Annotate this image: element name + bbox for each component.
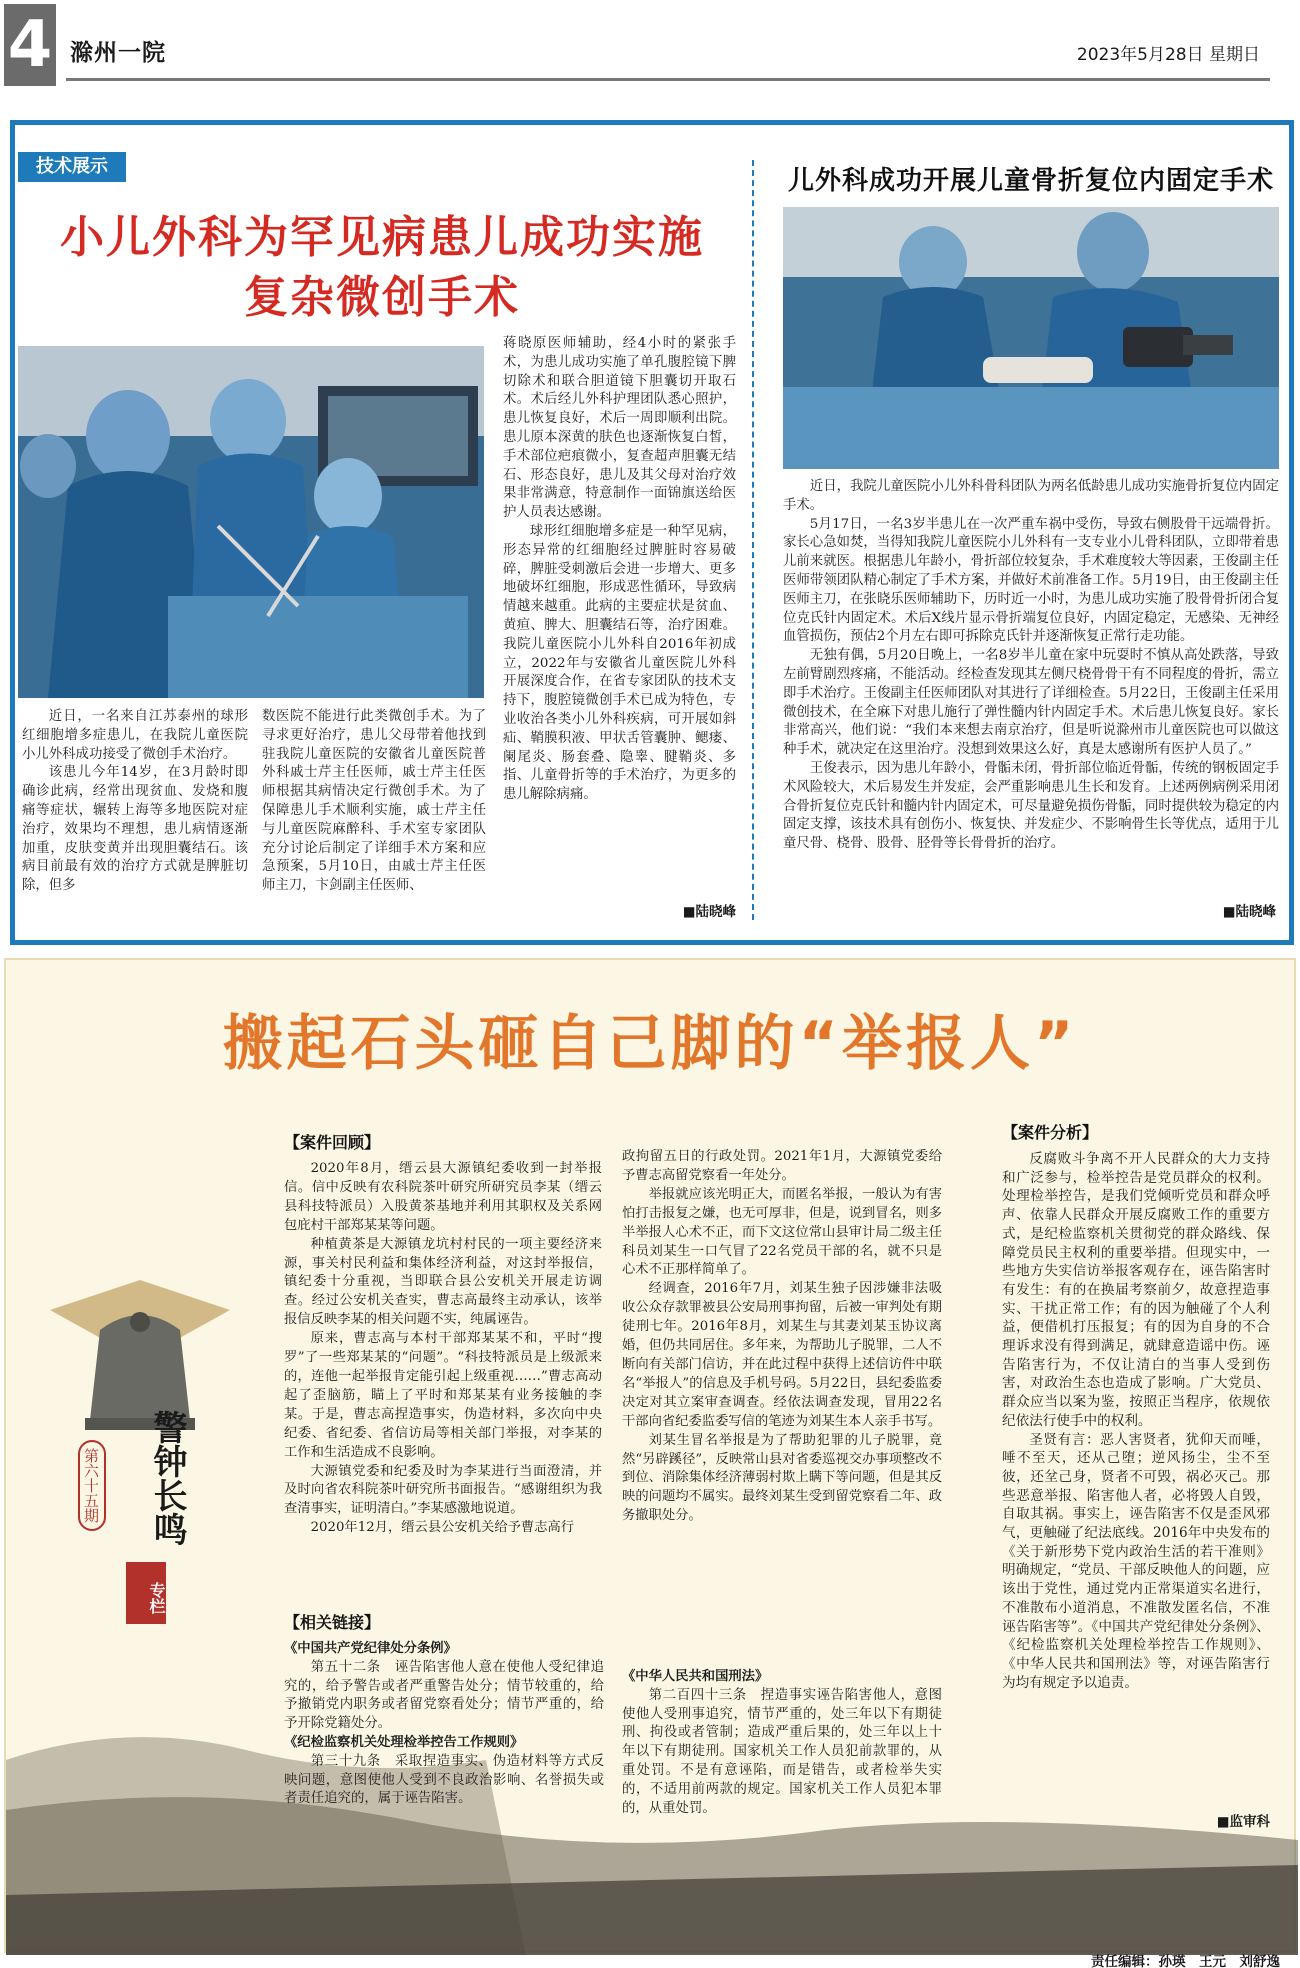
paragraph: 该患儿今年14岁，在3月龄时即确诊此病，经常出现贫血、发烧和腹痛等症状，辗转上海等多地医院对症治疗，效果均不理想，患儿病情逐渐加重，皮肤变黄并出现胆囊结石。该病目前最有效的治疗方式就是脾脏切除，但多 xyxy=(22,765,248,894)
related-links-column-1 xyxy=(284,1640,604,1809)
case-review-column-2 xyxy=(622,1148,942,1526)
case-analysis-heading: 【案件分析】 xyxy=(1002,1123,1099,1142)
left-article-column-1 xyxy=(22,708,248,896)
case-analysis-byline: ■监审科 xyxy=(1216,1814,1270,1830)
case-review-column-1 xyxy=(284,1160,602,1538)
paragraph: 5月17日，一名3岁半患儿在一次严重车祸中受伤，导致右侧股骨干远端骨折。家长心急如焚，当得知我院儿童医院小儿外科有一支专业小儿骨科团队，立即带着患儿前来就医。根据患儿年龄小，骨折部位较复杂，手术难度较大等因素，王俊副主任医师带领团队精心制定了手术方案，并做好术前准备工作。5月19日，由王俊副主任医师主刀，在张晓乐医师辅助下，历时近一小时，为患儿成功实施了股骨骨折闭合复位克氏针内固定术。术后X线片显示骨折端复位良好，内固定稳定，无感染、无神经血管损伤，预估2个月左右即可拆除克氏针并逐渐恢复正常行走功能。 xyxy=(783,516,1279,645)
paragraph: 2020年8月，缙云县大源镇纪委收到一封举报信。信中反映有农科院茶叶研究所研究员李某（缙云县科技特派员）入股黄茶基地并利用其职权及关系网包庇村干部郑某某等问题。 xyxy=(284,1161,602,1233)
law-title: 《中国共产党纪律处分条例》 xyxy=(284,1641,457,1656)
column-tag: 专栏 xyxy=(126,1562,166,1624)
issue-date: 2023年5月28日 星期日 xyxy=(1076,45,1260,65)
left-article-byline: ■陆晓峰 xyxy=(682,904,736,920)
header-rule xyxy=(66,78,1270,81)
paragraph: 数医院不能进行此类微创手术。为了寻求更好治疗，患儿父母带着他找到驻我院儿童医院的安徽省儿童医院普外科戚士芹主任医师，戚士芹主任医师根据其病情决定行微创手术。为了保障患儿手术顺利实施，戚士芹主任与儿童医院麻醉科、手术室专家团队充分讨论后制定了详细手术方案和应急预案，5月10日，由戚士芹主任医师主刀，卞剑副主任医师、 xyxy=(262,709,486,894)
surgery-photo xyxy=(18,346,484,698)
paragraph: 政拘留五日的行政处罚。2021年1月，大源镇党委给予曹志高留党察看一年处分。 xyxy=(622,1149,942,1183)
left-article-title xyxy=(22,208,742,328)
bottom-article-title: 搬起石头砸自己脚的“举报人” xyxy=(222,1009,1078,1079)
paragraph: 圣贤有言：恶人害贤者，犹仰天而唾，唾不至天，还从己堕；逆风扬尘，尘不至彼，还坌己身，贤者不可毁，祸必灭己。那些恶意举报、陷害他人者，必将毁人自毁，自取其祸。事实上，诬告陷害不仅是歪风邪气，更触碰了纪法底线。2016年中央发布的《关于新形势下党内政治生活的若干准则》明确规定，“党员、干部反映他人的问题，应该出于党性，通过党内正常渠道实名进行，不准散布小道消息，不准散发匿名信，不准诬告陷害等”。《中国共产党纪律处分条例》、《纪检监察机关处理检举控告工作规则》、《中华人民共和国刑法》等，对诬告陷害行为均有规定予以追责。 xyxy=(1002,1431,1270,1691)
left-title-line-1: 小儿外科为罕见病患儿成功实施 xyxy=(60,212,704,263)
page-number: 4 xyxy=(4,4,56,86)
paragraph: 反腐败斗争离不开人民群众的大力支持和广泛参与，检举控告是党员群众的权利。处理检举控告，是我们党倾听党员和群众呼声、依靠人民群众开展反腐败工作的重要方式，是纪检监察机关贯彻党的群众路线、保障党员民主权利的重要举措。但现实中，一些地方失实信访举报客观存在，诬告陷害时有发生：有的在换届考察前夕，故意捏造事实、干扰正常工作；有的因为触碰了个人利益，便借机打压报复；有的因为自身的不合理诉求没有得到满足，就肆意造谣中伤。诬告陷害行为，不仅让清白的当事人受到伤害，对政治生态也造成了影响。广大党员、群众应当以案为鉴，按照正当程序，依规依纪依法行使手中的权利。 xyxy=(1002,1151,1270,1429)
law-title: 《纪检监察机关处理检举控告工作规则》 xyxy=(284,1734,524,1750)
paragraph: 球形红细胞增多症是一种罕见病，形态异常的红细胞经过脾脏时容易破碎，脾脏受刺激后会进一步增大、更多地破坏红细胞，形成恶性循环，导致病情越来越重。此病的主要症状是贫血、黄疸、脾大、胆囊结石等，治疗困难。我院儿童医院小儿外科自2016年初成立，2022年与安徽省儿童医院儿外科开展深度合作，在省专家团队的技术支持下，腹腔镜微创手术已成为特色，专业收治各类小儿外科疾病，可开展如斜疝、鞘膜积液、甲状舌管囊肿、鳃瘘、阑尾炎、肠套叠、隐睾、腱鞘炎、多指、儿童骨折等的手术治疗，为更多的患儿解除病痛。 xyxy=(503,523,736,803)
right-article-byline: ■陆晓峰 xyxy=(1222,904,1276,920)
paragraph: 近日，一名来自江苏泰州的球形红细胞增多症患儿，在我院儿童医院小儿外科成功接受了微创手术治疗。 xyxy=(22,709,248,762)
left-title-line-2: 复杂微创手术 xyxy=(244,272,520,323)
fracture-surgery-photo xyxy=(783,207,1279,469)
column-divider xyxy=(752,160,754,920)
law-article: 第三十九条 采取捏造事实、伪造材料等方式反映问题，意图使他人受到不良政治影响、名誉损失或者责任追究的，属于诬告陷害。 xyxy=(284,1753,604,1807)
case-review-heading: 【案件回顾】 xyxy=(284,1133,381,1152)
law-article: 第二百四十三条 捏造事实诬告陷害他人，意图使他人受刑事追究，情节严重的，处三年以下有期徒刑、拘役或者管制；造成严重后果的，处三年以上十年以下有期徒刑。国家机关工作人员犯前款罪的，从重处罚。不是有意诬陷，而是错告，或者检举失实的，不适用前两款的规定。国家机关工作人员犯本罪的，从重处罚。 xyxy=(622,1687,942,1816)
paragraph: 种植黄茶是大源镇龙坑村村民的一项主要经济来源，事关村民利益和集体经济利益，对这封举报信，镇纪委十分重视，当即联合县公安机关开展走访调查。经过公安机关查实，曹志高最终主动承认，该举报信反映李某的相关问题不实，纯属诬告。 xyxy=(284,1236,602,1328)
editors-credit: 责任编辑：孙瑛 王元 刘舒逸 xyxy=(1091,1954,1280,1968)
case-analysis-body xyxy=(1002,1150,1270,1692)
paragraph: 原来，曹志高与本村干部郑某某不和，平时“搜罗”了一些郑某某的“问题”。“科技特派员是上级派来的，连他一起举报肯定能引起上级重视……”曹志高动起了歪脑筋，瞄上了平时和郑某某有业务接触的李某。于是，曹志高捏造事实，伪造材料，多次向中央纪委、省纪委、省信访局等相关部门举报，对李某的工作和生活造成不良影响。 xyxy=(284,1331,602,1460)
law-title: 《中华人民共和国刑法》 xyxy=(622,1669,769,1684)
paragraph: 2020年12月，缙云县公安机关给予曹志高行 xyxy=(310,1520,575,1536)
left-article-column-2 xyxy=(262,708,486,896)
paragraph: 无独有偶，5月20日晚上，一名8岁半儿童在家中玩耍时不慎从高处跌落，导致左前臂剧烈疼痛，不能活动。经检查发现其左侧尺桡骨骨干有不同程度的骨折，需立即手术治疗。王俊副主任医师团队对其进行了详细检查。5月22日，王俊副主任采用微创技术，在全麻下对患儿施行了弹性髓内针内固定手术。术后患儿恢复良好。家长非常高兴，他们说：“我们本来想去南京治疗，但是听说滁州市儿童医院也可以做这种手术，就决定在这里治疗。没想到效果这么好，真是太感谢所有医护人员了。” xyxy=(783,648,1279,758)
paragraph: 王俊表示，因为患儿年龄小，骨骺未闭，骨折部位临近骨骺，传统的钢板固定手术风险较大，术后易发生并发症，会严重影响患儿生长和发育。上述两例病例采用闭合骨折复位克氏针和髓内针内固定术，可尽量避免损伤骨骺，同时提供较为稳定的内固定支撑，该技术具有创伤小、恢复快、并发症少、不影响骨生长等优点，适用于儿童尺骨、桡骨、股骨、胫骨等长骨骨折的治疗。 xyxy=(783,760,1279,852)
right-article-body xyxy=(783,478,1279,854)
paragraph: 大源镇党委和纪委及时为李某进行当面澄清，并及时向省农科院茶叶研究所书面报告。“感谢组织为我查清事实，证明清白。”李某感激地说道。 xyxy=(284,1463,602,1517)
section-tag: 技术展示 xyxy=(18,152,126,182)
paragraph: 刘某生冒名举报是为了帮助犯罪的儿子脱罪，竟然“另辟蹊径”，反映常山县对省委巡视交办事项整改不到位、消除集体经济薄弱村欺上瞒下等问题，但是其反映的问题均不属实。最终刘某生受到留党察看二年、政务撤职处分。 xyxy=(622,1432,942,1524)
related-links-column-2 xyxy=(622,1668,942,1818)
paragraph: 蒋晓原医师辅助，经4小时的紧张手术，为患儿成功实施了单孔腹腔镜下脾切除术和联合胆道镜下胆囊切开取石术。术后经儿外科护理团队悉心照护，患儿恢复良好，术后一周即顺利出院。患儿原本深黄的肤色也逐渐恢复白皙，手术部位疤痕微小，复查超声胆囊无结石、形态良好，患儿及其父母对治疗效果非常满意，特意制作一面锦旗送给医护人员表达感谢。 xyxy=(503,336,736,521)
paragraph: 经调查，2016年7月，刘某生独子因涉嫌非法吸收公众存款罪被县公安局刑事拘留，后被一审判处有期徒刑七年。2016年8月，刘某生与其妻刘某玉协议离婚，但仍共同居住。多年来，为帮助儿子脱罪，二人不断向有关部门信访，并在此过程中获得上述信访件中联名“举报人”的信息及手机号码。5月22日，县纪委监委决定对其立案审查调查。经依法调查发现，冒用22名干部向省纪委监委写信的笔迹为刘某生本人亲手书写。 xyxy=(622,1281,942,1429)
right-article-title: 儿外科成功开展儿童骨折复位内固定手术 xyxy=(787,166,1274,196)
column-name: 警钟长鸣 xyxy=(147,1410,187,1546)
law-article: 第五十二条 诬告陷害他人意在使他人受纪律追究的，给予警告或者严重警告处分；情节较重的，给予撤销党内职务或者留党察看处分；情节严重的，给予开除党籍处分。 xyxy=(284,1659,604,1732)
paragraph: 举报就应该光明正大，而匿名举报，一般认为有害怕打击报复之嫌，也无可厚非，但是，说到冒名，则多半举报人心术不正，而下文这位常山县审计局二级主任科员刘某生一口气冒了22名党员干部的名，就不只是心术不正那样简单了。 xyxy=(622,1186,942,1278)
paragraph: 近日，我院儿童医院小儿外科骨科团队为两名低龄患儿成功实施骨折复位内固定手术。 xyxy=(783,479,1279,513)
left-article-column-3 xyxy=(503,335,736,805)
column-issue: 第六十五期 xyxy=(78,1440,106,1531)
paper-name: 滁州一院 xyxy=(70,40,166,66)
related-links-heading: 【相关链接】 xyxy=(284,1613,381,1632)
